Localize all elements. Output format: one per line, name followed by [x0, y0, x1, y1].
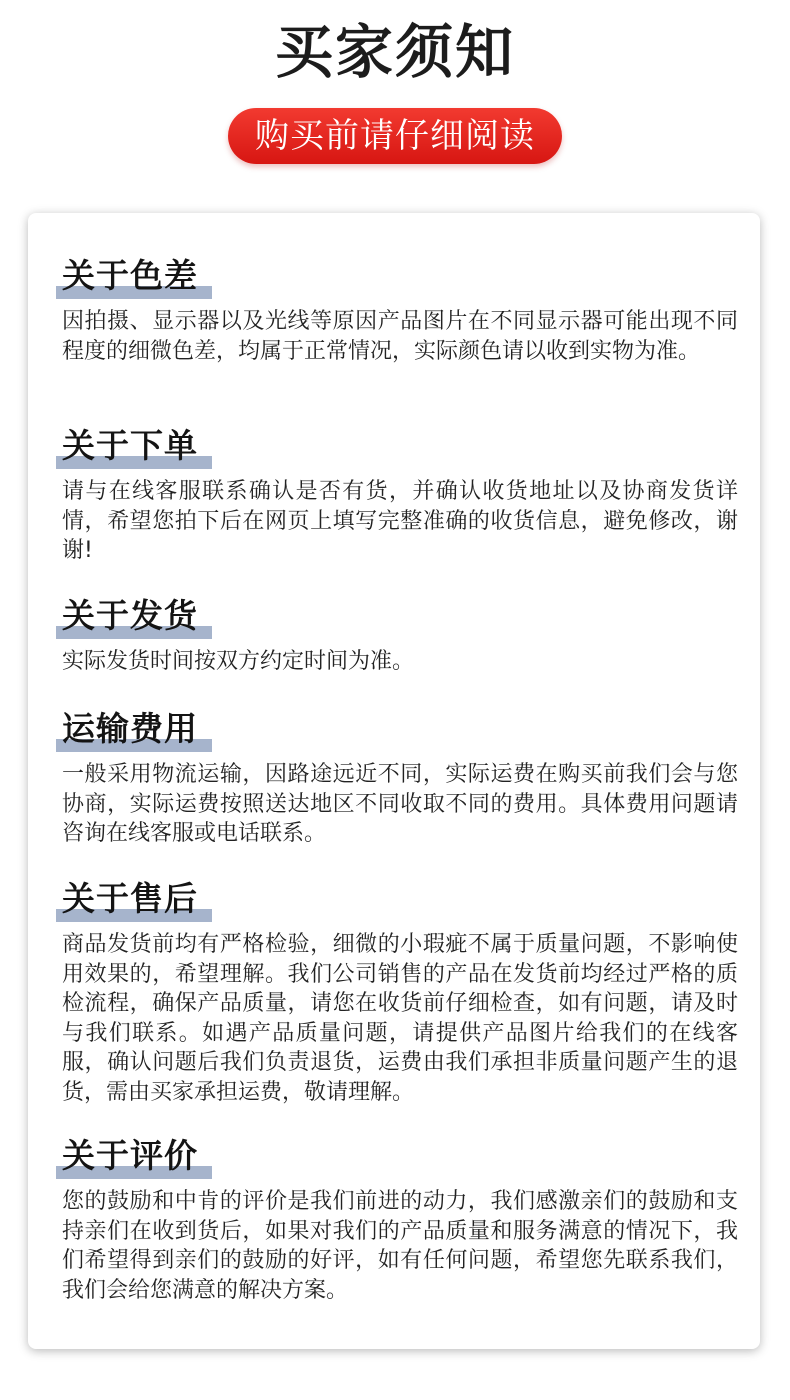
section-title: 运输费用 — [62, 709, 198, 748]
section-text: 实际发货时间按双方约定时间为准。 — [62, 649, 415, 674]
section-heading — [62, 706, 198, 752]
section-color-difference — [62, 253, 738, 366]
section-text: 因拍摄、显示器以及光线等原因产品图片在不同显示器可能出现不同程度的细微色差，均属于正常情况，实际颜色请以收到实物为准。 — [62, 309, 738, 364]
section-ordering — [62, 423, 738, 566]
section-heading — [62, 253, 198, 299]
section-title: 关于下单 — [62, 426, 198, 465]
section-shipping — [62, 593, 738, 677]
page-title: 买家须知 — [274, 18, 515, 86]
section-reviews — [62, 1133, 738, 1305]
section-title: 关于售后 — [62, 879, 198, 918]
section-after-sales — [62, 876, 738, 1107]
section-text: 一般采用物流运输，因路途远近不同，实际运费在购买前我们会与您协商，实际运费按照送达地区不同收取不同的费用。具体费用问题请咨询在线客服或电话联系。 — [62, 762, 738, 846]
section-text: 您的鼓励和中肯的评价是我们前进的动力，我们感激亲们的鼓励和支持亲们在收到货后，如果对我们的产品质量和服务满意的情况下，我们希望得到亲们的鼓励的好评，如有任何问题，希望您先联系我们，我们会给您满意的解决方案。 — [62, 1189, 738, 1303]
read-carefully-badge: 购买前请仔细阅读 — [228, 108, 562, 164]
notice-card — [28, 213, 760, 1349]
section-title: 关于色差 — [62, 256, 198, 295]
section-text: 商品发货前均有严格检验，细微的小瑕疵不属于质量问题，不影响使用效果的，希望理解。我们公司销售的产品在发货前均经过严格的质检流程，确保产品质量，请您在收货前仔细检查，如有问题，请及时与我们联系。如遇产品质量问题，请提供产品图片给我们的在线客服，确认问题后我们负责退货，运费由我们承担非质量问题产生的退货，需由买家承担运费，敬请理解。 — [62, 932, 738, 1105]
section-text: 请与在线客服联系确认是否有货，并确认收货地址以及协商发货详情，希望您拍下后在网页上填写完整准确的收货信息，避免修改，谢谢! — [62, 479, 738, 563]
section-heading — [62, 423, 198, 469]
section-heading — [62, 593, 198, 639]
section-heading — [62, 1133, 198, 1179]
section-title: 关于发货 — [62, 596, 198, 635]
section-heading — [62, 876, 198, 922]
section-freight-cost — [62, 706, 738, 849]
section-title: 关于评价 — [62, 1136, 198, 1175]
